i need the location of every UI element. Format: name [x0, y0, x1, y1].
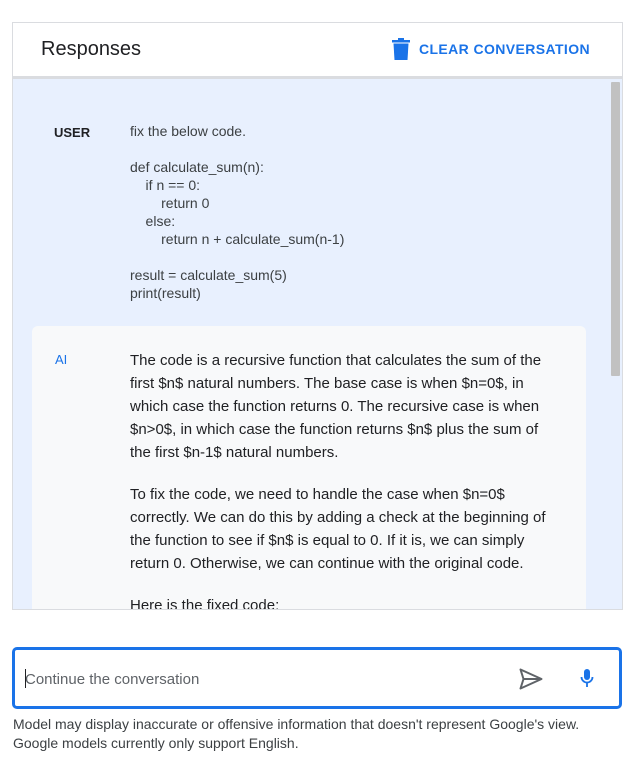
ai-message: [32, 326, 586, 610]
text-caret: [25, 669, 26, 688]
scrollbar-thumb[interactable]: [611, 82, 620, 376]
clear-conversation-label: CLEAR CONVERSATION: [418, 41, 590, 57]
ai-message-body: [130, 349, 560, 610]
conversation-scroll-area[interactable]: [13, 82, 611, 610]
ai-paragraph: Here is the fixed code:: [130, 597, 280, 610]
ai-paragraph: The code is a recursive function that calculates the sum of the first $n$ natural numbers. The base case is when $n=0$, in which case the function returns 0. The recursive case is when $n>0$, in which case the function returns $n$ plus the sum of the first $n-1$ natural numbers.: [130, 352, 542, 461]
send-icon[interactable]: [519, 668, 543, 690]
trash-icon: [392, 38, 410, 60]
user-message-text: fix the below code. def calculate_sum(n): if n == 0: return 0 else: return n + calculate_sum(n-1) result = calculate_sum(5) print(result): [130, 123, 345, 301]
responses-panel: [12, 22, 623, 610]
continue-conversation-input[interactable]: [25, 668, 495, 690]
responses-header: [13, 23, 622, 79]
scrollbar[interactable]: [609, 82, 622, 610]
mic-icon[interactable]: [580, 668, 594, 690]
user-role-label: USER: [54, 125, 91, 140]
clear-conversation-button[interactable]: [392, 38, 590, 60]
ai-paragraph: To fix the code, we need to handle the case when $n=0$ correctly. We can do this by adding a check at the beginning of the function to see if $n$ is equal to 0. If it is, we can simply return 0. Otherwise, we can continue with the original code.: [130, 486, 546, 572]
disclaimer-text: Model may display inaccurate or offensive information that doesn't represent Google's view. Google models currently only support English.: [13, 716, 580, 751]
panel-title: Responses: [41, 38, 142, 60]
conversation-input-box: [12, 647, 622, 709]
ai-role-label: AI: [55, 352, 68, 367]
